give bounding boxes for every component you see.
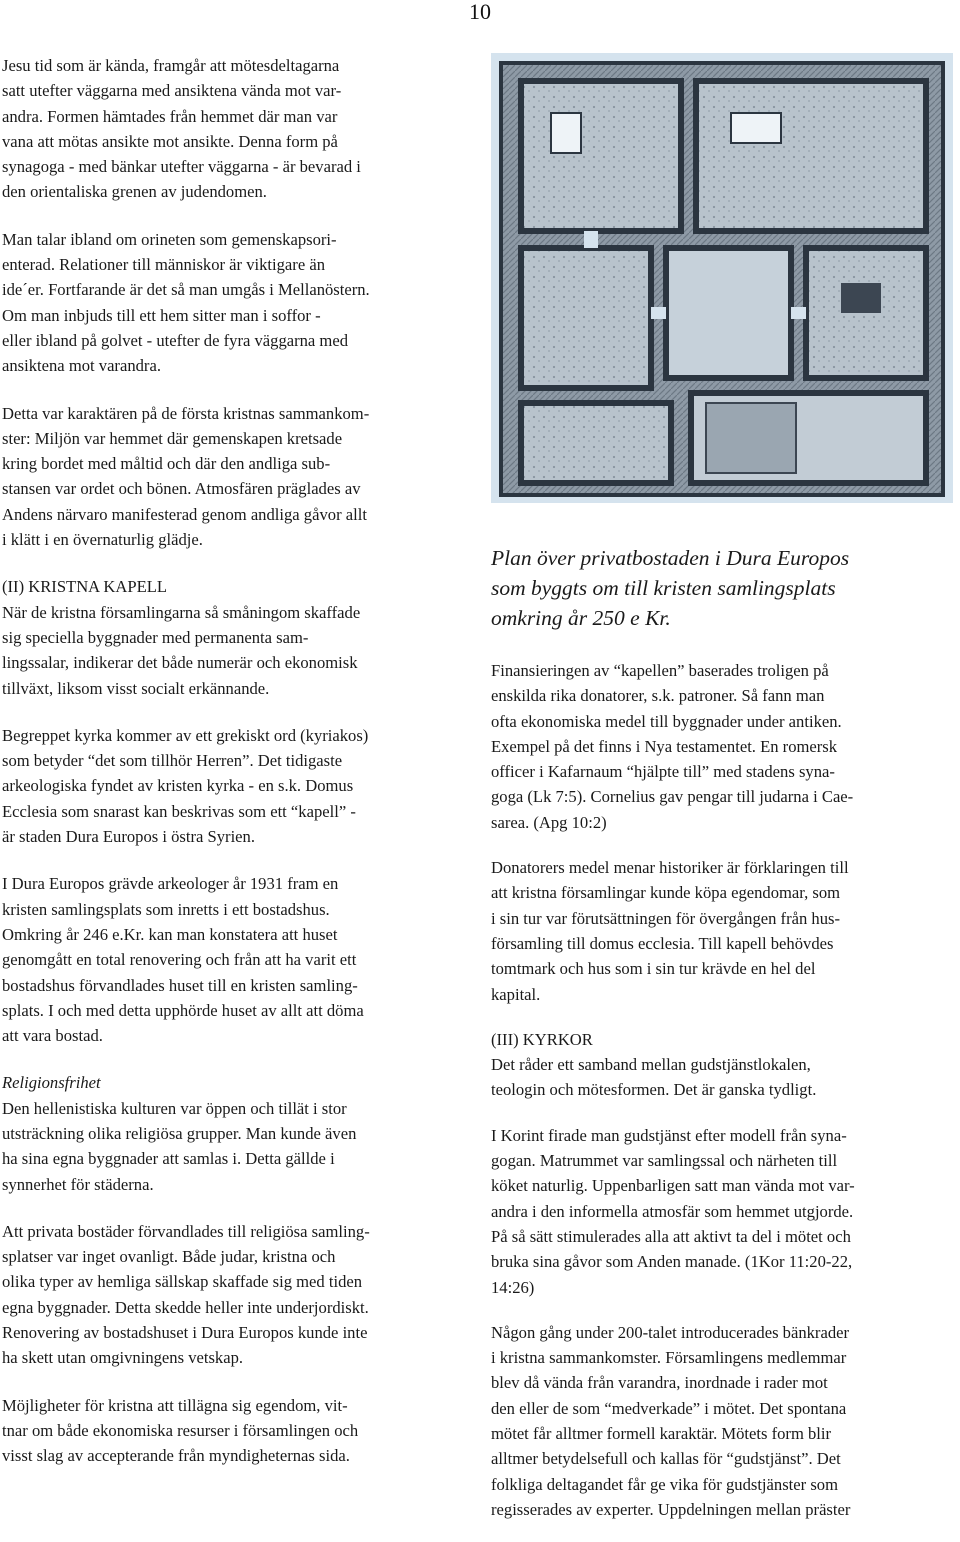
section-heading: Religionsfrihet: [2, 1073, 101, 1093]
paragraph: Möjligheter för kristna att tillägna sig egendom, vit- tnar om både ekonomiska resurser i församlingen och visst slag av accepterande från myndigheternas sida.: [2, 1395, 359, 1466]
floor-plan-image: [491, 53, 953, 503]
paragraph: När de kristna församlingarna så småningom skaffade sig speciella byggnader med permanenta sam- lingssalar, indikerar det både numerär och ekonomisk tillväxt, liksom visst socialt erkännande.: [2, 602, 361, 698]
section-religionsfrihet: [2, 1070, 472, 1196]
paragraph: Den hellenistiska kulturen var öppen och tillät i stor utsträckning olika religiösa grupper. Man kunde även ha sina egna byggnader att samlas i. Detta gällde i synnerhet för städerna.: [2, 1098, 357, 1194]
paragraph: Donatorers medel menar historiker är förklaringen till att kristna församlingar kunde köpa egendomar, som i sin tur var förutsättningen för övergången från hus- församling till domus ecclesia. Till kapell behövdes tomtmark och hus som i sin tur krävde en hel del kapital.: [491, 858, 849, 1004]
paragraph: Man talar ibland om orineten som gemenskapsori- enterad. Relationer till människor är viktigare än ide´er. Fortfarande är det så man umgås i Mellanöstern. Om man inbjuds till ett hem sitter man i soffor - eller ibland på golvet - utefter de fyra väggarna med ansiktena mot varandra.: [2, 229, 370, 376]
section-heading: (III) KYRKOR: [491, 1029, 593, 1049]
left-column: [2, 53, 472, 1491]
paragraph: Finansieringen av “kapellen” baserades troligen på enskilda rika donatorer, s.k. patroner. Så fann man ofta ekonomiska medel till byggnader under antiken. Exempel på det finns i Nya testamentet. En romersk officer i Kafarnaum “hjälpte till” med stadens syna- goga (Lk 7:5). Cornelius gav pengar till judarna i Cae- sarea. (Apg 10:2): [491, 661, 854, 832]
section-kyrkor: [491, 1027, 953, 1103]
figure-caption: Plan över privatbostaden i Dura Europos som byggts om till kristen samlingsplats omkring år 250 e Kr.: [491, 546, 850, 630]
section-kristna-kapell: [2, 574, 472, 700]
paragraph: I Korint firade man gudstjänst efter modell från syna- gogan. Matrummet var samlingssal och närheten till köket naturlig. Uppenbarligen satt man vända mot var- andra i den informella atmosfär som hemmet utgjorde. På så sätt stimulerades alla att aktivt ta del i mötet och bruka sina gåvor som Anden manade. (1Kor 11:20-22, 14:26): [491, 1125, 855, 1297]
section-heading: (II) KRISTNA KAPELL: [2, 577, 167, 597]
paragraph: Det råder ett samband mellan gudstjänstlokalen, teologin och mötesformen. Det är ganska tydligt.: [491, 1055, 817, 1100]
right-column: [491, 53, 953, 1542]
paragraph: I Dura Europos grävde arkeologer år 1931 fram en kristen samlingsplats som inretts i ett bostadshus. Omkring år 246 e.Kr. kan man konstatera att huset genomgått en total renovering och från att ha varit ett bostadshus förvandlades huset till en kristen samling- splats. I och med detta upphörde huset av allt att döma att vara bostad.: [2, 874, 364, 1046]
paragraph: Detta var karaktären på de första kristnas sammankom- ster: Miljön var hemmet där gemenskapen kretsade kring bordet med måltid och där den andliga sub- stansen var ordet och bönen. Atmosfären präglades av Andens närvaro manifesterad genom andliga gåvor allt i klätt i en övernaturlig glädje.: [2, 403, 370, 550]
paragraph: Begreppet kyrka kommer av ett grekiskt ord (kyriakos) som betyder “det som tillhör Herren”. Det tidigaste arkeologiska fyndet av kristen kyrka - en s.k. Domus Ecclesia som snarast kan beskrivas som ett “kapell” - är staden Dura Europos i östra Syrien.: [2, 725, 369, 847]
paragraph: Att privata bostäder förvandlades till religiösa samling- splatser var inget ovanligt. Både judar, kristna och olika typer av hemliga sällskap skaffade sig med tiden egna byggnader. Detta skedde heller inte underjordiskt. Renovering av bostadshuset i Dura Europos kunde inte ha skett utan omgivningens vetskap.: [2, 1221, 370, 1368]
paragraph: Jesu tid som är kända, framgår att mötesdeltagarna satt utefter väggarna med ansiktena vända mot var- andra. Formen hämtades från hemmet där man var vana att mötas ansikte mot ansikte. Denna form på synagoga - med bänkar utefter väggarna - är bevarad i den orientaliska grenen av judendomen.: [2, 56, 361, 202]
floor-plan-drawing: [491, 53, 953, 503]
page-number: 10: [469, 0, 491, 24]
paragraph: Någon gång under 200-talet introducerades bänkrader i kristna sammankomster. Församlingens medlemmar blev då vända från varandra, inordnade i rader mot den eller de som “medverkade” i mötet. Det spontana mötet får alltmer formell karaktär. Mötets form blir alltmer betydelsefull och kallas för “gudstjänst”. Det folkliga deltagandet får ge vika för gudstjänster som regisserades av experter. Uppdelningen mellan präster: [491, 1322, 851, 1519]
